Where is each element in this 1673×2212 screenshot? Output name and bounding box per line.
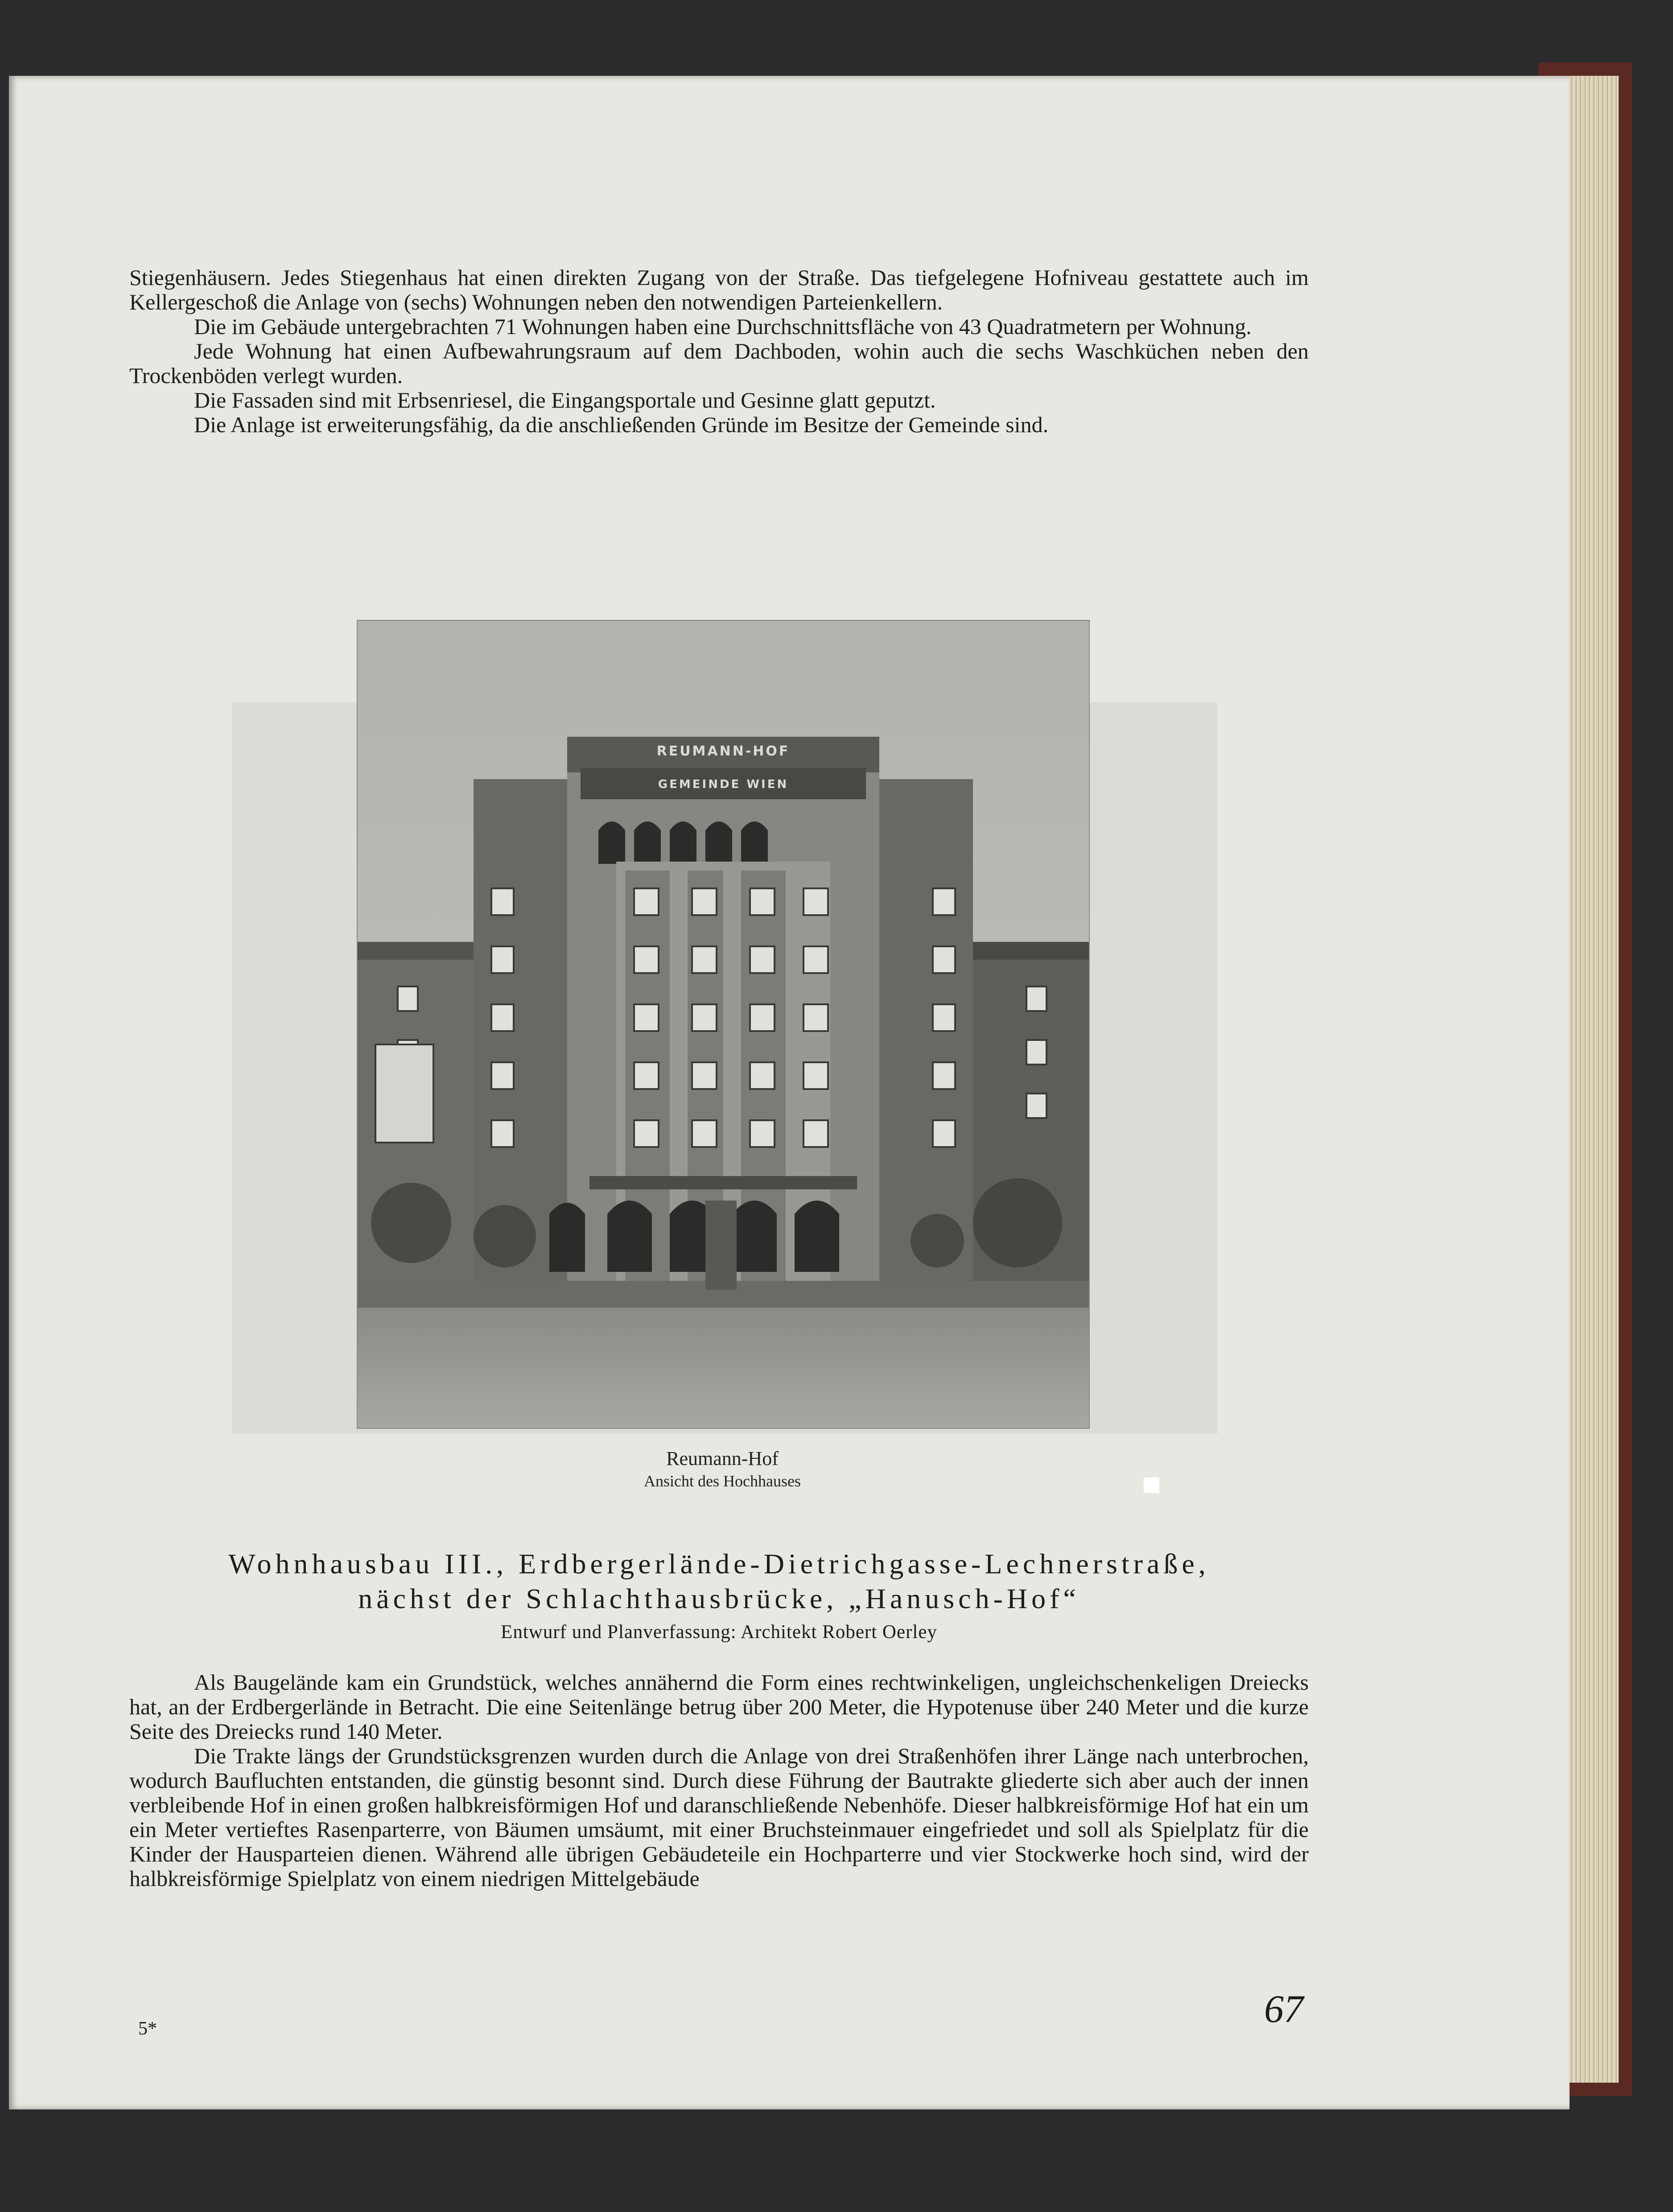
paragraph: Die Fassaden sind mit Erbsenriesel, die Eingangsportale und Gesinne glatt geputzt. [194,388,936,413]
building-photograph [357,620,1090,1429]
section-heading-line2: nächst der Schlachthausbrücke, „Hanusch-Hof“ [358,1583,1080,1614]
page-number: 67 [1264,1988,1303,2031]
bottom-text-block [129,1670,1309,1891]
paragraph: Die Trakte längs der Grundstücksgrenzen wurden durch die Anlage von drei Straßenhöfen ihrer Länge nach unterbrochen, wodurch Baufluchten entstanden, die günstig besonnt sind. Durch diese Führung der Bautrakte gliederte sich aber auch der innen verbleibende Hof in einen großen halbkreisförmigen Hof und daranschließende Nebenhöfe. Dieser halbkreisförmige Hof hat ein um ein Meter vertieftes Rasenparterre, von Bäumen umsäumt, mit einer Bruchsteinmauer eingefriedet und soll als Spielplatz für die Kinder der Hausparteien dienen. Während alle übrigen Gebäudeteile ein Hochparterre und vier Stockwerke hoch sind, wird der halbkreisförmige Spielplatz von einem niedrigen Mittelgebäude [129,1743,1309,1891]
photo-caption-title: Reumann-Hof [666,1448,779,1469]
paragraph: Jede Wohnung hat einen Aufbewahrungsraum auf dem Dachboden, wohin auch die sechs Waschküchen neben den Trockenböden verlegt wurden. [129,338,1309,388]
section-credit: Entwurf und Planverfassung: Architekt Robert Oerley [501,1622,937,1642]
building-sign-lower: GEMEINDE WIEN [658,778,789,791]
book-page [9,76,1570,2109]
paragraph: Als Baugelände kam ein Grundstück, welches annähernd die Form eines rechtwinkeligen, ungleichschenkeligen Dreiecks hat, an der Erdbergerlände in Betracht. Die eine Seitenlänge betrug über 200 Meter, die Hypotenuse über 240 Meter und die kurze Seite des Dreiecks rund 140 Meter. [129,1670,1309,1744]
top-text-block [129,265,1309,437]
building-sign-upper: REUMANN-HOF [656,743,790,759]
paragraph: Die Anlage ist erweiterungsfähig, da die anschließenden Gründe im Besitze der Gemeinde sind. [194,412,1049,437]
scan-artifact [1144,1477,1159,1493]
section-heading-line1: Wohnhausbau III., Erdbergerlände-Dietrichgasse-Lechnerstraße, [228,1548,1210,1580]
signature-mark: 5* [138,2018,157,2039]
paragraph: Stiegenhäusern. Jedes Stiegenhaus hat einen direkten Zugang von der Straße. Das tiefgelegene Hofniveau gestattete auch im Kellergeschoß die Anlage von (sechs) Wohnungen neben den notwendigen Parteienkellern. [129,265,1309,314]
page-edges [1570,76,1619,2083]
photo-caption-subtitle: Ansicht des Hochhauses [644,1472,801,1490]
paragraph: Die im Gebäude untergebrachten 71 Wohnungen haben eine Durchschnittsfläche von 43 Quadratmetern per Wohnung. [194,314,1252,339]
